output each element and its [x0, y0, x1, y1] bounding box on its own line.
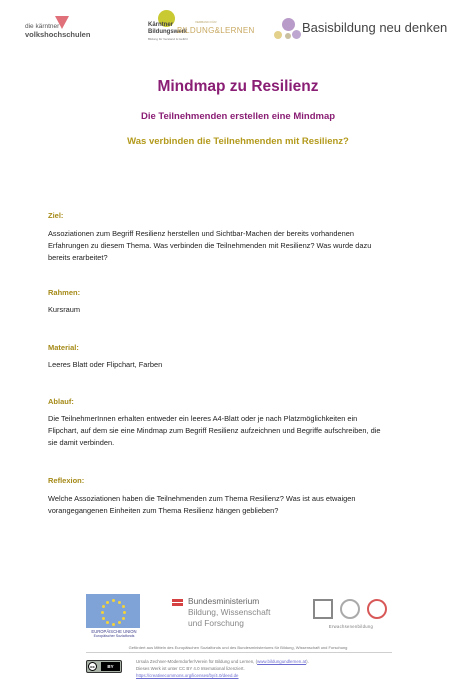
text-line: Die TeilnehmerInnen erhalten entweder ein leeres A4-Blatt oder je nach Platzmöglichkeiten ein — [48, 414, 358, 423]
document-question: Was verbinden die Teilnehmenden mit Resilienz? — [127, 136, 349, 147]
text-line: vorangegangenen Einheiten zum Thema Resilienz hängen geblieben? — [48, 506, 279, 516]
kbw-logo-line2: Bildungswerk — [148, 29, 188, 35]
ministry-name-line1: Bundesministerium — [188, 596, 260, 606]
text-line: Flipchart, auf dem sie eine Mindmap zum Begriff Resilienz aufzeichnen und Begriffe aufschreiben, die — [48, 426, 381, 436]
section-label-rahmen: Rahmen: — [48, 288, 81, 297]
bildung-lernen-logo — [177, 10, 257, 50]
eb-label: Erwachsenenbildung — [328, 624, 374, 629]
eu-flag-icon — [86, 594, 140, 628]
license-link[interactable]: https://creativecommons.org/licenses/by/4.0/deed.de — [136, 673, 239, 678]
text-line: Erfahrungen zu diesem Thema. Was verbinden die Teilnehmenden mit Resilienz? Was wurde dazu — [48, 241, 372, 251]
bb-logo-text: Basisbildung neu denken — [302, 20, 448, 35]
section-text-ablauf — [48, 413, 433, 450]
basisbildung-logo — [274, 10, 464, 50]
eb-square-icon — [313, 599, 333, 619]
header-logos — [0, 10, 476, 50]
license-line2: Dieses Werk ist unter CC BY 4.0 International lizenziert. — [136, 666, 245, 671]
ministry-name-line3: und Forschung — [188, 618, 244, 628]
vhs-logo-line2: volkshochschulen — [25, 30, 91, 39]
text-line: bereits erarbeitet? — [48, 253, 108, 263]
text-line: sie damit verbinden. — [48, 438, 115, 448]
text-line: Welche Assoziationen haben die Teilnehmenden zum Thema Resilienz? Was ist aus etwaigen — [48, 494, 356, 503]
eu-label: EUROPÄISCHE UNION — [91, 629, 137, 634]
footer — [0, 590, 476, 690]
section-text-reflexion — [48, 493, 433, 517]
eb-circle-icon — [367, 599, 387, 619]
vhs-logo — [25, 16, 137, 56]
website-link[interactable]: www.bildungundlernen.at — [257, 659, 307, 664]
document-subtitle: Die Teilnehmenden erstellen eine Mindmap — [140, 111, 336, 122]
text-line: Leeres Blatt oder Flipchart, Farben — [48, 360, 163, 369]
bl-logo-text: BILDUNG&LERNEN — [177, 26, 255, 35]
bb-dot-icon — [292, 30, 301, 39]
bb-dot-icon — [282, 18, 295, 31]
section-label-material: Material: — [48, 343, 79, 352]
license-author: Ursula Zechner-Möderndorfer/Verein für Bildung und Lernen, ( — [136, 659, 258, 664]
funding-note: Gefördert aus Mitteln des Europäischen Sozialfonds und des Bundesministeriums für Bildung, Wissenschaft und Forschung — [128, 645, 348, 650]
section-label-ablauf: Ablauf: — [48, 397, 74, 406]
text-line: Kursraum — [48, 305, 81, 314]
section-label-reflexion: Reflexion: — [48, 476, 85, 485]
bl-logo-tagline: VERBAND FÜR — [195, 20, 217, 24]
license-line1 — [136, 659, 309, 664]
bb-dot-icon — [285, 33, 291, 39]
section-label-ziel: Ziel: — [48, 211, 64, 220]
text-line: Assoziationen zum Begriff Resilienz herstellen und Sichtbar-Machen der bereits vorhandenen — [48, 229, 354, 238]
section-text-ziel — [48, 228, 433, 265]
by-icon: BY — [101, 662, 120, 671]
license-suffix: ). — [306, 659, 309, 664]
ministry-name-line2: Bildung, Wissenschaft — [188, 607, 271, 617]
austria-flag-icon — [172, 599, 183, 602]
cc-icon: cc — [88, 662, 97, 671]
vhs-logo-line1: die kärntner — [25, 23, 60, 30]
footer-divider — [86, 652, 392, 653]
document-title: Mindmap zu Resilienz — [157, 78, 319, 95]
section-text-material — [48, 359, 433, 371]
kbw-logo-tagline: Bildung für Verstand & Gefühl — [148, 37, 188, 41]
section-text-rahmen — [48, 304, 433, 316]
eb-circle-icon — [340, 599, 360, 619]
austria-flag-icon — [172, 603, 183, 606]
kbw-logo-line1: Kärntner — [148, 22, 174, 28]
cc-by-license-icon[interactable] — [86, 660, 122, 673]
bb-dot-icon — [274, 31, 282, 39]
eu-sublabel: Europäischer Sozialfonds — [93, 634, 135, 638]
